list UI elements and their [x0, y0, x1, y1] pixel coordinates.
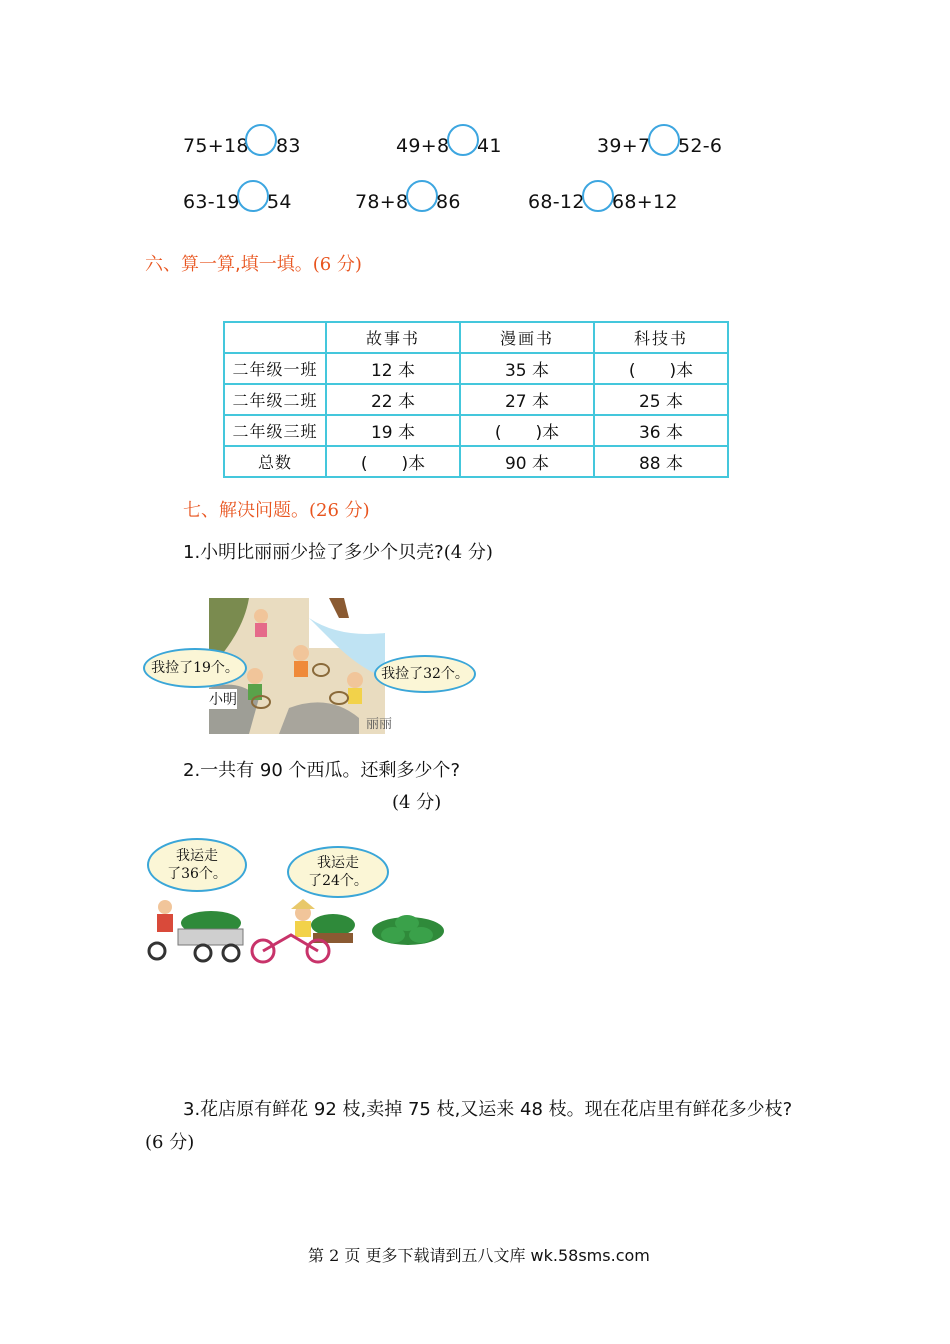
column-header: 故事书	[326, 322, 460, 353]
question-2-text: 2.一共有 90 个西瓜。还剩多少个?	[183, 760, 461, 781]
page-footer	[308, 1243, 650, 1266]
section-6-title: 六、算一算,填一填。	[145, 254, 313, 275]
section-6-points: (6 分)	[312, 254, 362, 275]
section-7-heading	[183, 496, 370, 522]
watermelon-scene-image	[143, 895, 448, 967]
speech-bubble-right: 我捡了32个。	[374, 655, 476, 693]
question-1	[183, 538, 493, 564]
footer-url[interactable]: wk.58sms.com	[530, 1246, 650, 1265]
answer-circle[interactable]	[237, 180, 269, 212]
table-corner-cell	[224, 322, 326, 353]
table-cell: 88 本	[594, 446, 728, 477]
answer-circle[interactable]	[406, 180, 438, 212]
table-cell: 35 本	[460, 353, 594, 384]
row-header: 二年级三班	[224, 415, 326, 446]
books-table	[223, 321, 729, 478]
answer-circle[interactable]	[582, 180, 614, 212]
footer-text: 第 2 页 更多下载请到五八文库	[308, 1246, 526, 1265]
row-header: 总数	[224, 446, 326, 477]
question-1-points: (4 分)	[443, 542, 493, 563]
name-label-lili: 丽丽	[366, 717, 393, 732]
answer-circle[interactable]	[245, 124, 277, 156]
expression-right: 54	[267, 191, 292, 213]
table-cell: 25 本	[594, 384, 728, 415]
section-7-title: 七、解决问题。	[183, 500, 309, 521]
table-cell: 12 本	[326, 353, 460, 384]
answer-circle[interactable]	[447, 124, 479, 156]
expression-left: 78+8	[355, 191, 409, 213]
blank-cell[interactable]: ( )本	[594, 353, 728, 384]
expression-left: 75+18	[183, 135, 249, 157]
expression-left: 68-12	[528, 191, 585, 213]
section-6-heading	[145, 250, 362, 276]
bubble-line: 了24个。	[308, 873, 368, 889]
bubble-line: 了36个。	[167, 866, 227, 882]
bubble-line: 我运走	[317, 855, 359, 871]
expression-right: 68+12	[612, 191, 678, 213]
question-2	[183, 756, 460, 782]
table-header-row	[224, 322, 728, 353]
table-cell: 90 本	[460, 446, 594, 477]
speech-bubble-left	[147, 838, 247, 892]
blank-cell[interactable]: ( )本	[326, 446, 460, 477]
expression-right: 52-6	[678, 135, 723, 157]
question-3-text: 3.花店原有鲜花 92 枝,卖掉 75 枝,又运来 48 枝。现在花店里有鲜花多少枝?	[183, 1099, 793, 1120]
table-row	[224, 353, 728, 384]
question-1-text: 1.小明比丽丽少捡了多少个贝壳?	[183, 542, 444, 563]
answer-circle[interactable]	[648, 124, 680, 156]
table-cell: 36 本	[594, 415, 728, 446]
expression-left: 39+7	[597, 135, 651, 157]
question-3-points: (6 分)	[145, 1132, 195, 1153]
row-header: 二年级二班	[224, 384, 326, 415]
table-cell: 22 本	[326, 384, 460, 415]
speech-bubble-right	[287, 846, 389, 898]
question-2-points: (4 分)	[392, 792, 442, 813]
column-header: 漫画书	[460, 322, 594, 353]
expression-left: 63-19	[183, 191, 240, 213]
section-7-points: (26 分)	[309, 500, 370, 521]
table-cell: 19 本	[326, 415, 460, 446]
speech-bubble-left: 我捡了19个。	[143, 648, 247, 688]
table-row	[224, 384, 728, 415]
bubble-line: 我运走	[176, 848, 218, 864]
table-row	[224, 446, 728, 477]
table-cell: 27 本	[460, 384, 594, 415]
expression-right: 41	[477, 135, 502, 157]
expression-left: 49+8	[396, 135, 450, 157]
name-label-xiaoming: 小明	[209, 689, 237, 709]
column-header: 科技书	[594, 322, 728, 353]
expression-right: 86	[436, 191, 461, 213]
row-header: 二年级一班	[224, 353, 326, 384]
expression-right: 83	[276, 135, 301, 157]
blank-cell[interactable]: ( )本	[460, 415, 594, 446]
table-row	[224, 415, 728, 446]
